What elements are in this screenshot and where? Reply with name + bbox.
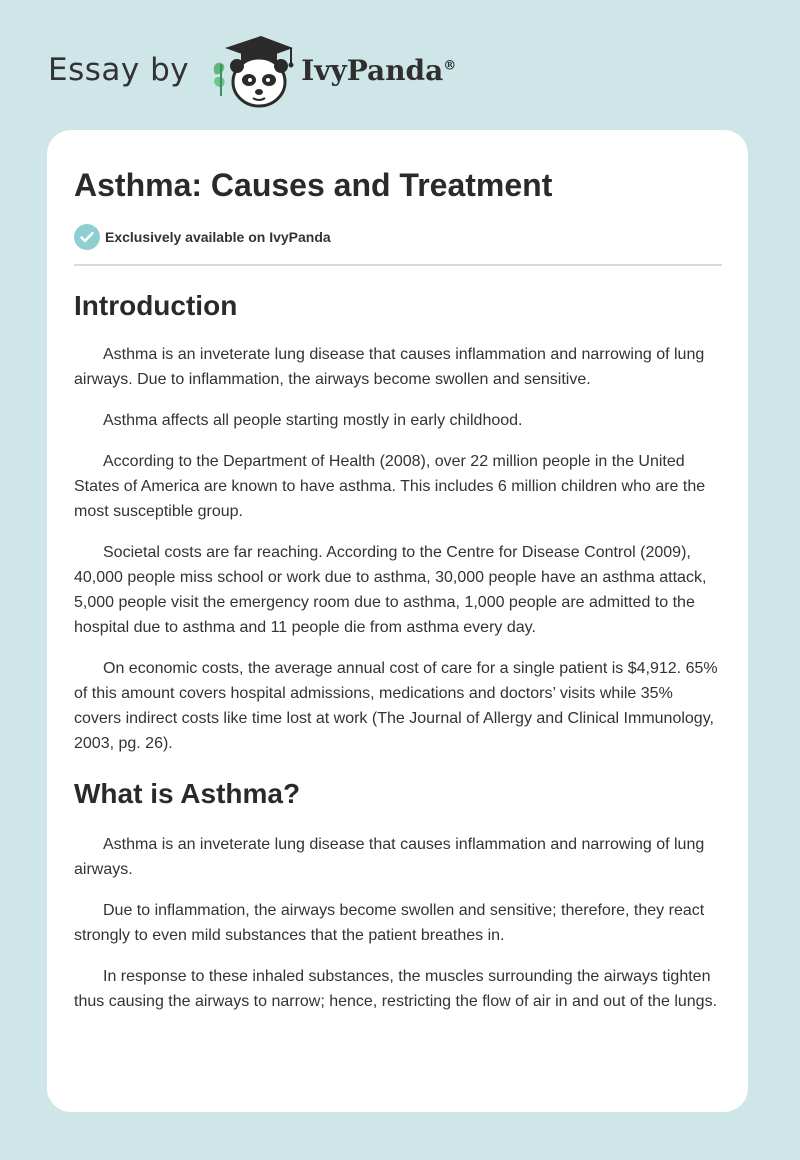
paragraph: According to the Department of Health (2008), over 22 million people in the United States of America are known to have asthma. This includes 6 million children who are the most susceptible group. bbox=[74, 453, 706, 520]
paragraph: Asthma affects all people starting mostly in early childhood. bbox=[103, 412, 523, 429]
section-what-is-asthma bbox=[74, 778, 722, 1014]
paragraph: Asthma is an inveterate lung disease that causes inflammation and narrowing of lung airways. bbox=[74, 836, 705, 878]
exclusive-badge-label: Exclusively available on IvyPanda bbox=[105, 229, 331, 245]
brand-name[interactable] bbox=[301, 54, 456, 87]
divider bbox=[74, 264, 722, 266]
essay-card bbox=[47, 130, 748, 1112]
paragraph: Asthma is an inveterate lung disease that causes inflammation and narrowing of lung airways. Due to inflammation, the airways become swollen and sensitive. bbox=[74, 346, 705, 388]
section-heading: Introduction bbox=[74, 290, 238, 321]
section-heading: What is Asthma? bbox=[74, 778, 301, 809]
panda-graduate-icon[interactable] bbox=[207, 30, 297, 110]
registered-mark: ® bbox=[443, 58, 457, 74]
check-circle-icon bbox=[74, 224, 100, 250]
brand-prefix: Essay by bbox=[48, 52, 190, 88]
essay-title: Asthma: Causes and Treatment bbox=[74, 167, 553, 203]
brand-header bbox=[48, 30, 456, 110]
exclusive-badge bbox=[74, 224, 722, 250]
paragraph: In response to these inhaled substances, the muscles surrounding the airways tighten thus causing the airways to narrow; hence, restricting the flow of air in and out of the lungs. bbox=[74, 968, 718, 1010]
paragraph: Societal costs are far reaching. According to the Centre for Disease Control (2009), 40,000 people miss school or work due to asthma, 30,000 people have an asthma attack, 5,000 people visit the emergency room due to asthma, 1,000 people are admitted to the hospital due to asthma and 11 people die from asthma every day. bbox=[74, 544, 707, 636]
paragraph: Due to inflammation, the airways become swollen and sensitive; therefore, they react strongly to even mild substances that the patient breathes in. bbox=[74, 902, 705, 944]
section-introduction bbox=[74, 290, 722, 756]
paragraph: On economic costs, the average annual cost of care for a single patient is $4,912. 65% of this amount covers hospital admissions, medications and doctors’ visits while 35% covers indirect costs like time lost at work (The Journal of Allergy and Clinical Immunology, 2003, pg. 26). bbox=[74, 660, 718, 752]
brand-name-text: IvyPanda bbox=[301, 53, 444, 87]
